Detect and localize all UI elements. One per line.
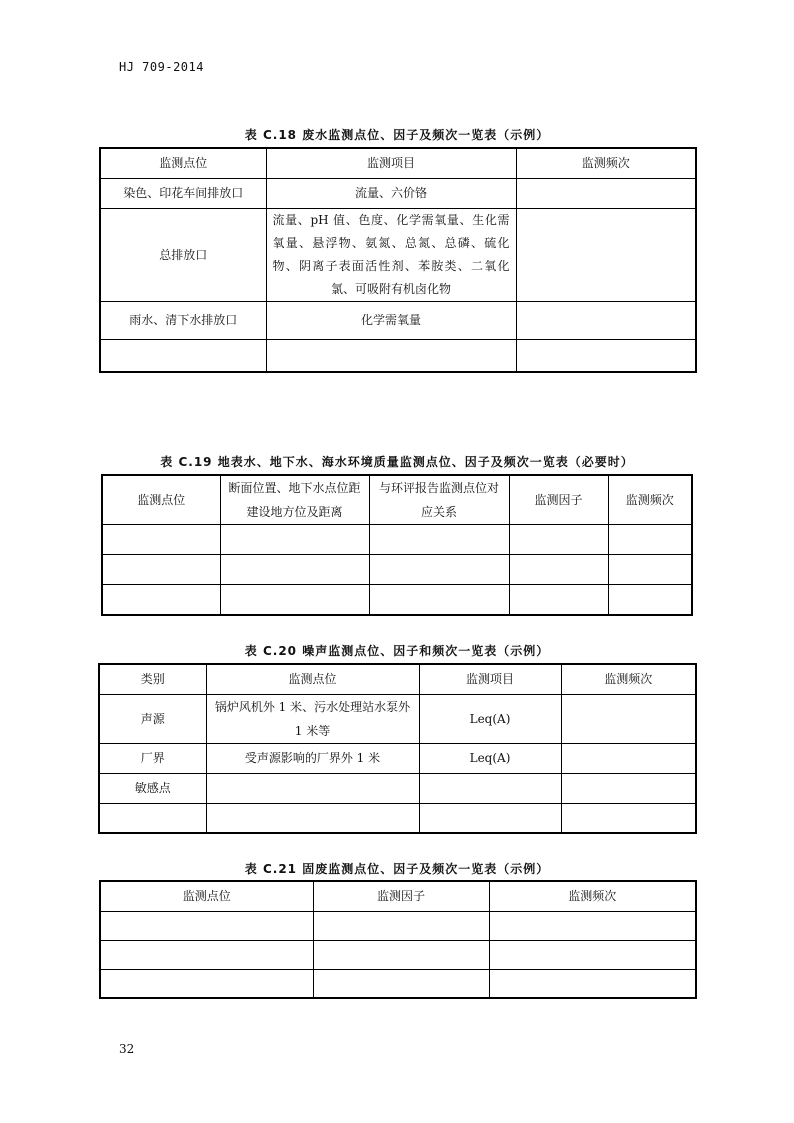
table-c21-header-cell: 监测点位 [100, 881, 313, 911]
table-cell [206, 773, 419, 803]
table-row [100, 339, 696, 372]
table-c19-header-cell: 断面位置、地下水点位距建设地方位及距离 [220, 475, 369, 525]
table-cell [100, 339, 266, 372]
table-cell: 染色、印花车间排放口 [100, 178, 266, 208]
table-cell [561, 743, 696, 773]
table-cell [220, 525, 369, 555]
standard-code: HJ 709-2014 [119, 60, 204, 74]
table-c19 [101, 474, 693, 616]
table-cell: Leq(A) [419, 743, 561, 773]
table-c21-header-cell: 监测因子 [313, 881, 489, 911]
table-cell: 锅炉风机外 1 米、污水处理站水泵外 1 米等 [206, 694, 419, 743]
table-cell [220, 555, 369, 585]
table-c20-caption: 表 C.20 噪声监测点位、因子和频次一览表（示例） [244, 644, 550, 658]
table-cell: 流量、六价铬 [266, 178, 516, 208]
table-cell [100, 940, 313, 969]
table-row [100, 208, 696, 301]
table-cell [489, 940, 696, 969]
table-c19-header-cell: 与环评报告监测点位对应关系 [369, 475, 509, 525]
table-cell [509, 525, 608, 555]
table-cell [102, 585, 220, 615]
table-c19-caption: 表 C.19 地表水、地下水、海水环境质量监测点位、因子及频次一览表（必要时） [160, 455, 634, 469]
table-cell [516, 208, 696, 301]
table-row [100, 301, 696, 339]
table-c19-header-cell: 监测因子 [509, 475, 608, 525]
table-c20-header-cell: 监测频次 [561, 664, 696, 694]
table-cell [419, 803, 561, 833]
table-cell [206, 803, 419, 833]
table-c21 [99, 880, 697, 999]
table-c20-header-cell: 监测点位 [206, 664, 419, 694]
table-cell: 受声源影响的厂界外 1 米 [206, 743, 419, 773]
table-row [99, 803, 696, 833]
table-cell [509, 555, 608, 585]
table-c19-header-row [102, 475, 692, 525]
table-row [102, 585, 692, 615]
table-cell [608, 525, 692, 555]
table-cell: 雨水、清下水排放口 [100, 301, 266, 339]
table-c18 [99, 147, 697, 373]
table-cell [369, 555, 509, 585]
table-cell: 声源 [99, 694, 206, 743]
table-c19-header-cell: 监测点位 [102, 475, 220, 525]
table-cell [313, 969, 489, 998]
table-cell [608, 585, 692, 615]
table-cell [100, 911, 313, 940]
table-c18-header-cell: 监测频次 [516, 148, 696, 178]
table-row [99, 694, 696, 743]
table-cell [561, 803, 696, 833]
table-c18-header-cell: 监测项目 [266, 148, 516, 178]
table-row [102, 525, 692, 555]
table-cell: 敏感点 [99, 773, 206, 803]
table-c21-header-row [100, 881, 696, 911]
table-cell [516, 178, 696, 208]
page-number: 32 [119, 1042, 135, 1056]
table-cell: 化学需氧量 [266, 301, 516, 339]
table-c21-caption: 表 C.21 固废监测点位、因子及频次一览表（示例） [244, 862, 550, 876]
table-cell [313, 940, 489, 969]
table-c20 [98, 663, 697, 834]
table-cell [102, 555, 220, 585]
table-cell [509, 585, 608, 615]
table-row [100, 969, 696, 998]
table-cell [102, 525, 220, 555]
table-c18-header-row [100, 148, 696, 178]
table-c20-header-cell: 类别 [99, 664, 206, 694]
table-cell [369, 525, 509, 555]
table-cell [516, 339, 696, 372]
table-cell [561, 694, 696, 743]
table-cell [419, 773, 561, 803]
table-cell: 总排放口 [100, 208, 266, 301]
table-cell [516, 301, 696, 339]
table-row [99, 743, 696, 773]
table-cell: 厂界 [99, 743, 206, 773]
table-c19-header-cell: 监测频次 [608, 475, 692, 525]
table-row [102, 555, 692, 585]
table-cell [561, 773, 696, 803]
table-c18-caption: 表 C.18 废水监测点位、因子及频次一览表（示例） [244, 128, 550, 142]
table-row [100, 940, 696, 969]
table-cell [313, 911, 489, 940]
table-cell [369, 585, 509, 615]
table-cell [220, 585, 369, 615]
table-row [99, 773, 696, 803]
table-row [100, 911, 696, 940]
table-row [100, 178, 696, 208]
table-cell [266, 339, 516, 372]
table-cell [489, 911, 696, 940]
table-cell [99, 803, 206, 833]
table-cell [100, 969, 313, 998]
table-cell [489, 969, 696, 998]
table-c20-header-row [99, 664, 696, 694]
table-cell: Leq(A) [419, 694, 561, 743]
table-c20-header-cell: 监测项目 [419, 664, 561, 694]
table-c18-header-cell: 监测点位 [100, 148, 266, 178]
table-cell: 流量、pH 值、色度、化学需氧量、生化需氧量、悬浮物、氨氮、总氮、总磷、硫化物、阴离子表面活性剂、苯胺类、二氧化氯、可吸附有机卤化物 [266, 208, 516, 301]
table-c21-header-cell: 监测频次 [489, 881, 696, 911]
table-cell [608, 555, 692, 585]
